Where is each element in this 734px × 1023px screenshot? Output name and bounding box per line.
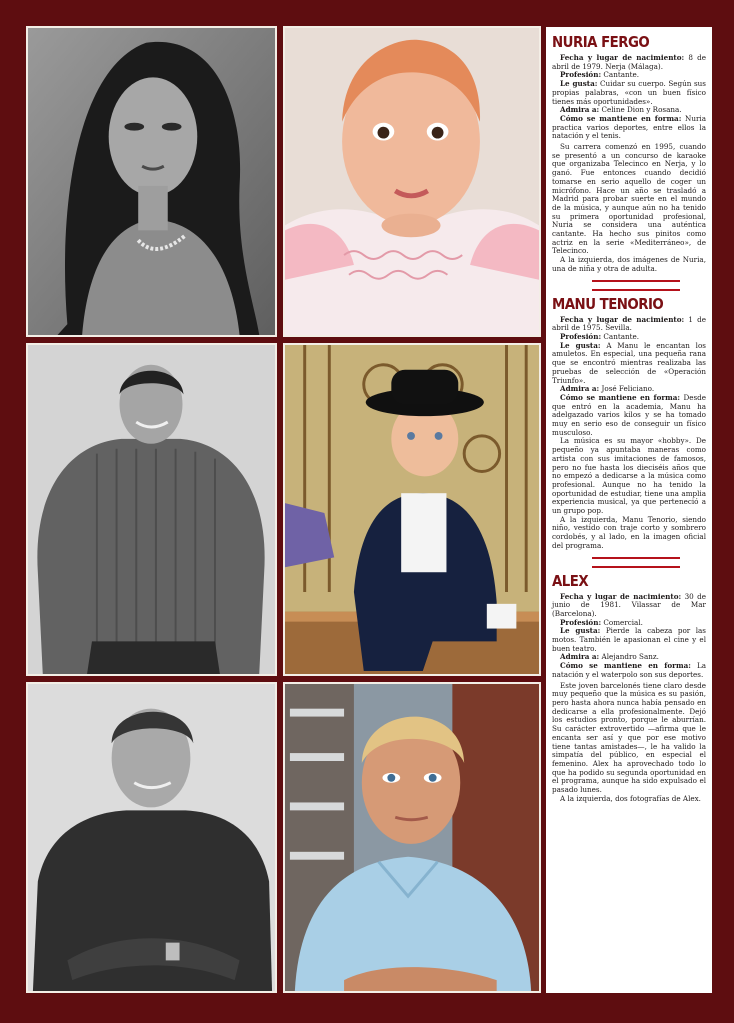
photo-manu-child xyxy=(283,343,541,676)
text-column xyxy=(546,27,712,993)
birth-line: Fecha y lugar de nacimiento: 30 de junio de 1981. Vilassar de Mar (Barcelona). xyxy=(552,591,706,618)
caption-paragraph: A la izquierda, Manu Tenorio, siendo niño, vestido con traje corto y sombrero cordobés, y al lado, en la imagen oficial del programa. xyxy=(552,514,706,550)
fitness-line: Cómo se mantiene en forma: Nuria practica varios deportes, entre ellos la natación y el tenis. xyxy=(552,113,706,141)
body-paragraph: Este joven barcelonés tiene claro desde muy pequeño que la música es su pasión, pero hasta ahora nunca había pensado en dedicarse a ella profesionalmente. Dejó los estudios pronto, porque le aburrían. Su carácter extrovertido —afirma que le encanta ser así y que por ese motivo tiene tantas amistades—, le ha valido la simpatía del público, en especial el femenino. Alex ha aprovechado todo lo que ha podido su segunda oportunidad en el programa, aunque ha sido expulsado el pasado lunes. xyxy=(552,680,706,795)
profession-line: Profesión: Cantante. xyxy=(560,70,640,80)
likes-line: Le gusta: A Manu le encantan los amuletos. En especial, una pequeña rana que se encontró mientras realizaba las pruebas de selección de «Operación Triunfo». xyxy=(552,340,706,385)
section-divider xyxy=(592,557,680,568)
profile-name: MANU TENORIO xyxy=(552,294,664,313)
admires-line: Admira a: Alejandro Sanz. xyxy=(560,652,659,662)
caption-paragraph: A la izquierda, dos fotografías de Alex. xyxy=(560,793,701,803)
profile-manu xyxy=(552,295,706,551)
photo-alex-child xyxy=(283,682,541,993)
fitness-line: Cómo se mantiene en forma: Desde que entró en la academia, Manu ha adelgazado varios kilos y se ha tomado muy en serio eso de conseguir un físico musculoso. xyxy=(552,392,706,437)
body-paragraph: Su carrera comenzó en 1995, cuando se presentó a un concurso de karaoke que organizaba Telecinco en Nerja, y lo ganó. Fue entonces cuando decidió tomarse en serio aquello de coger un micrófono. Hace un año se trasladó a Madrid para probar suerte en el mundo de la música, y aunque aún no ha tenido su primera oportunidad profesional, Nuria se considera una auténtica cantante. Ha hecho sus pinitos como actriz en la serie «Mediterráneo», de Telecinco. xyxy=(552,142,706,256)
admires-line: Admira a: Celine Dion y Rosana. xyxy=(560,105,682,115)
profession-line: Profesión: Comercial. xyxy=(560,617,643,627)
photo-nuria-child xyxy=(283,26,541,337)
admires-line: Admira a: José Feliciano. xyxy=(560,384,655,394)
profile-nuria xyxy=(552,33,706,274)
photo-manu-adult xyxy=(26,343,277,676)
fitness-line: Cómo se mantiene en forma: La natación y el waterpolo son sus deportes. xyxy=(552,661,706,679)
birth-line: Fecha y lugar de nacimiento: 8 de abril de 1979. Nerja (Málaga). xyxy=(552,53,706,71)
profile-alex xyxy=(552,572,706,804)
likes-line: Le gusta: Pierde la cabeza por las motos. También le apasionan el cine y el buen teatro. xyxy=(552,626,706,653)
body-paragraph: La música es su mayor «hobby». De pequeño ya apuntaba maneras como artista con sus imitaciones de famosos, pero no fue hasta los dieciséis años que no empezó a dedicarse a la música como profesional. Aunque no ha tenido la oportunidad de estudiar, tiene una amplia experiencia musical, ya que perteneció a un grupo pop. xyxy=(552,436,706,516)
section-divider xyxy=(592,280,680,291)
profile-name: ALEX xyxy=(552,571,589,590)
profile-name: NURIA FERGO xyxy=(552,33,650,51)
birth-line: Fecha y lugar de nacimiento: 1 de abril de 1975. Sevilla. xyxy=(552,314,706,333)
photo-alex-adult xyxy=(26,682,277,993)
likes-line: Le gusta: Cuidar su cuerpo. Según sus propias palabras, «con un buen físico tienes más oportunidades». xyxy=(552,79,706,106)
photo-nuria-adult xyxy=(26,26,277,337)
caption-paragraph: A la izquierda, dos imágenes de Nuria, una de niña y otra de adulta. xyxy=(552,255,706,273)
profession-line: Profesión: Cantante. xyxy=(560,331,640,341)
